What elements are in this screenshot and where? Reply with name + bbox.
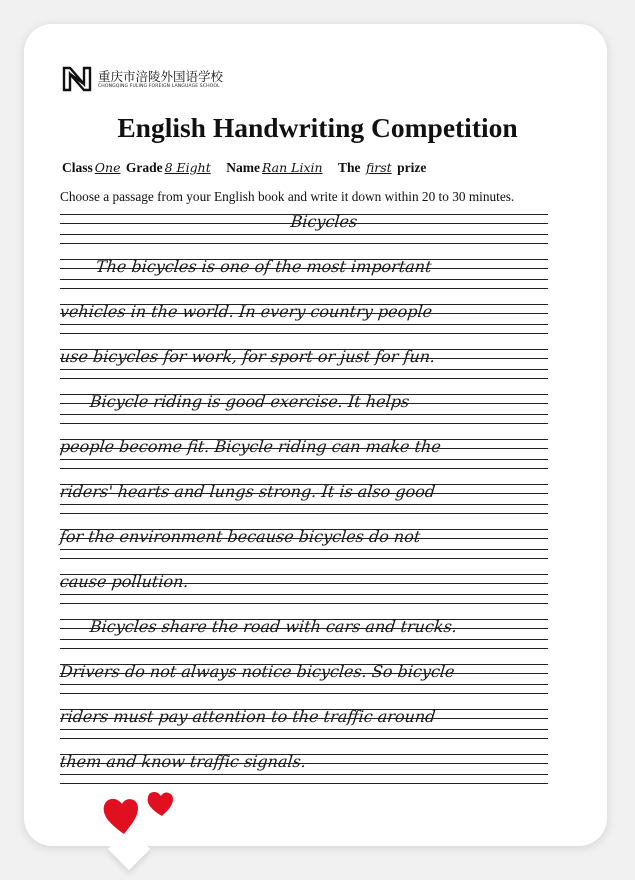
passage-line: The bicycles is one of the most important	[95, 257, 433, 276]
passage-line: vehicles in the world. In every country people	[59, 302, 434, 321]
passage-line: them and know traffic signals.	[59, 752, 307, 771]
writing-row	[60, 253, 548, 293]
writing-row	[60, 478, 548, 518]
grade-label: Grade	[125, 160, 163, 175]
school-name-chinese: 重庆市涪陵外国语学校	[98, 68, 224, 84]
writing-row	[60, 433, 548, 473]
writing-row	[60, 523, 548, 563]
school-name-english: CHONGQING FULING FOREIGN LANGUAGE SCHOOL	[98, 83, 220, 89]
name-label: Name	[226, 160, 260, 175]
heart-icon	[148, 792, 173, 816]
handwriting-sheet	[60, 208, 548, 803]
passage-line: Bicycles share the road with cars and trucks.	[89, 617, 458, 636]
passage-line: people become fit. Bicycle riding can make the	[59, 437, 442, 456]
prize-value: first	[365, 160, 392, 175]
writing-row	[60, 658, 548, 698]
instructions-text: Choose a passage from your English book and write it down within 20 to 30 minutes.	[60, 189, 515, 204]
passage-line: cause pollution.	[59, 572, 190, 591]
passage-line: Drivers do not always notice bicycles. So bicycle	[59, 662, 456, 681]
class-value: One	[94, 160, 121, 175]
school-emblem-icon	[62, 66, 92, 92]
grade-value: 8 Eight	[164, 160, 211, 175]
passage-line: for the environment because bicycles do not	[59, 527, 422, 546]
name-value: Ran Lixin	[261, 160, 323, 175]
writing-row	[60, 298, 548, 338]
page-title: English Handwriting Competition	[117, 112, 518, 143]
writing-row	[60, 568, 548, 608]
school-logo	[62, 66, 223, 92]
passage-line: Bicycle riding is good exercise. It helps	[89, 392, 411, 411]
passage-line: riders must pay attention to the traffic around	[59, 707, 437, 726]
writing-row	[60, 208, 548, 248]
entry-details	[62, 160, 426, 176]
prize-prefix: The	[338, 160, 361, 175]
prize-suffix: prize	[397, 160, 427, 175]
hearts-decoration	[102, 786, 182, 838]
writing-row	[60, 343, 548, 383]
heart-icon	[104, 799, 138, 834]
writing-row	[60, 388, 548, 428]
passage-line: riders' hearts and lungs strong. It is also good	[59, 482, 437, 501]
writing-row	[60, 613, 548, 653]
class-label: Class	[62, 160, 93, 175]
writing-row	[60, 703, 548, 743]
writing-row	[60, 748, 548, 788]
passage-line: use bicycles for work, for sport or just for fun.	[59, 347, 437, 366]
passage-title: Bicycles	[289, 212, 359, 231]
